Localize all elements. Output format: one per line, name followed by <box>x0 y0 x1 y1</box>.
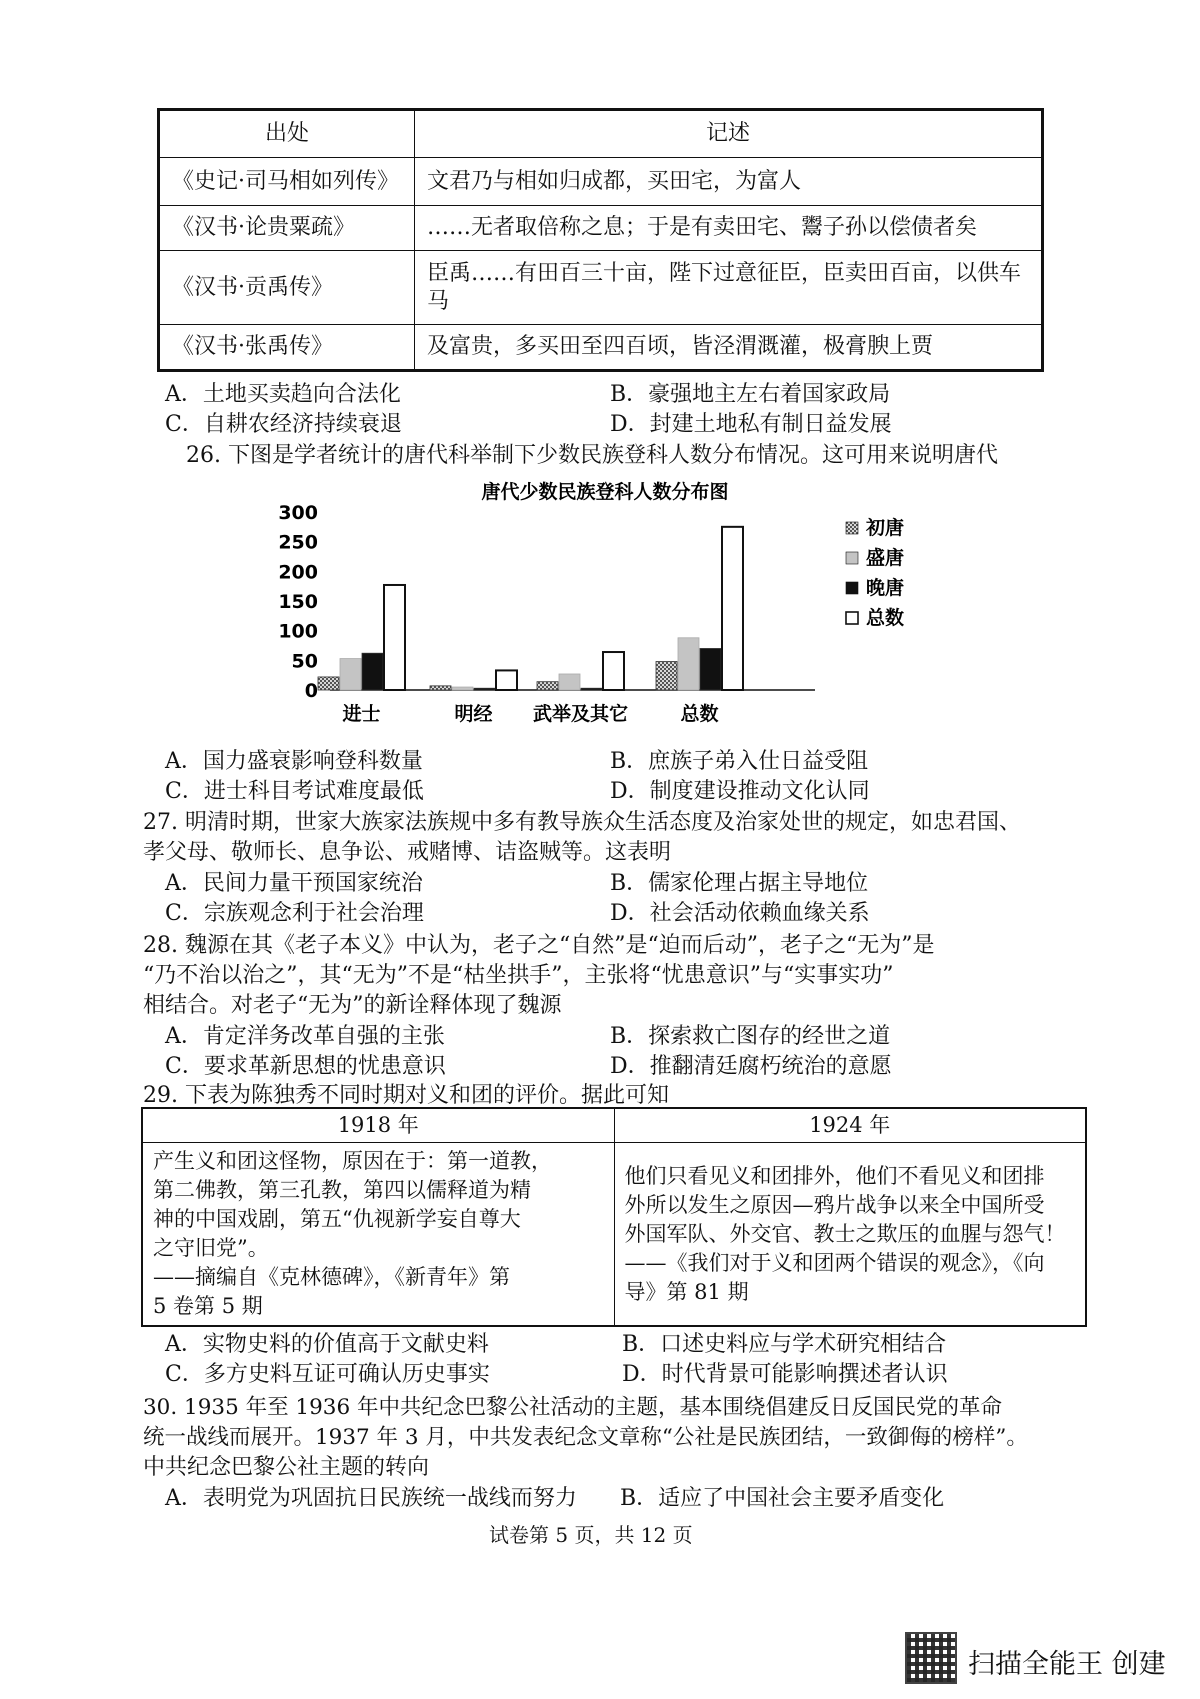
bar <box>340 659 361 690</box>
question-26-stem: 26. 下图是学者统计的唐代科举制下少数民族登科人数分布情况。这可用来说明唐代 <box>186 443 998 468</box>
option-b: B．儒家伦理占据主导地位 <box>610 871 869 896</box>
bar <box>362 653 383 690</box>
source-table <box>157 108 1044 372</box>
bar <box>318 677 339 690</box>
option-a: A．实物史料的价值高于文献史料 <box>165 1332 489 1357</box>
legend-swatch <box>846 552 858 564</box>
option-c: C．进士科目考试难度最低 <box>165 779 424 804</box>
option-a: A．表明党为巩固抗日民族统一战线而努力 <box>165 1486 577 1511</box>
question-30-line: 30. 1935 年至 1936 年中共纪念巴黎公社活动的主题，基本围绕倡建反日反国民党的革命 <box>143 1395 1002 1420</box>
question-28-line: 相结合。对老子“无为”的新诠释体现了魏源 <box>143 993 562 1018</box>
table-cell: ……无者取倍称之息；于是有卖田宅、鬻子孙以偿债者矣 <box>415 206 1043 251</box>
scanner-watermark: 扫描全能王 创建 <box>968 1649 1166 1680</box>
table-header: 记述 <box>415 110 1043 158</box>
comparison-table <box>141 1107 1087 1327</box>
option-a: A．肯定洋务改革自强的主张 <box>165 1024 445 1049</box>
bar <box>474 688 495 690</box>
bar <box>722 527 743 690</box>
qr-code-icon <box>905 1632 957 1684</box>
cell-line: 产生义和团这怪物，原因在于：第一道教， <box>153 1149 552 1173</box>
y-tick-label: 100 <box>278 620 318 643</box>
question-27-line: 孝父母、敬师长、息争讼、戒赌博、诘盗贼等。这表明 <box>143 840 672 865</box>
legend-label: 晚唐 <box>866 577 905 599</box>
option-b: B．口述史料应与学术研究相结合 <box>622 1332 947 1357</box>
legend-label: 总数 <box>866 607 905 629</box>
table-cell: 《汉书·张禹传》 <box>159 325 415 371</box>
option-d: D．封建土地私有制日益发展 <box>610 412 892 437</box>
option-b: B．适应了中国社会主要矛盾变化 <box>620 1486 945 1511</box>
page-footer: 试卷第 5 页，共 12 页 <box>489 1523 693 1547</box>
legend-swatch <box>846 612 858 624</box>
option-d: D．推翻清廷腐朽统治的意愿 <box>610 1054 892 1079</box>
table-cell: 臣禹……有田百三十亩，陛下过意征臣，臣卖田百亩，以供车马 <box>415 251 1043 325</box>
legend-label: 盛唐 <box>866 547 905 569</box>
option-c: C．要求革新思想的忧患意识 <box>165 1054 446 1079</box>
question-29-stem: 29. 下表为陈独秀不同时期对义和团的评价。据此可知 <box>143 1083 669 1108</box>
chart-title: 唐代少数民族登科人数分布图 <box>481 481 729 503</box>
table-header: 1918 年 <box>142 1108 614 1143</box>
table-cell <box>142 1143 614 1327</box>
y-tick-label: 250 <box>278 531 318 554</box>
x-tick-label: 总数 <box>680 703 719 725</box>
bar <box>452 687 473 690</box>
option-a: A．土地买卖趋向合法化 <box>165 382 401 407</box>
table-header: 出处 <box>159 110 415 158</box>
cell-line: 外国军队、外交官、教士之欺压的血腥与怨气！ <box>624 1221 1066 1246</box>
question-28-line: “乃不治以治之”，其“无为”不是“枯坐拱手”，主张将“忧患意识”与“实事实功” <box>143 963 894 988</box>
bar <box>559 674 580 690</box>
option-c: C．多方史料互证可确认历史事实 <box>165 1362 490 1387</box>
question-27-line: 27. 明清时期，世家大族家法族规中多有教导族众生活态度及治家处世的规定，如忠君国、 <box>143 810 1021 835</box>
x-tick-label: 明经 <box>454 703 493 725</box>
cell-line: ——摘编自《克林德碑》，《新青年》第 <box>153 1265 510 1289</box>
bar <box>537 682 558 690</box>
x-tick-label: 武举及其它 <box>532 703 629 725</box>
table-cell: 及富贵，多买田至四百顷，皆泾渭溉灌，极膏腴上贾 <box>415 325 1043 371</box>
bar <box>603 652 624 690</box>
table-cell: 《史记·司马相如列传》 <box>159 158 415 206</box>
option-d: D．时代背景可能影响撰述者认识 <box>622 1362 948 1387</box>
bar <box>656 662 677 690</box>
cell-line: 外所以发生之原因—鸦片战争以来全中国所受 <box>624 1192 1045 1217</box>
option-b: B．探索救亡图存的经世之道 <box>610 1024 891 1049</box>
legend-swatch <box>846 522 858 534</box>
option-c: C．宗族观念利于社会治理 <box>165 901 424 926</box>
y-tick-label: 300 <box>278 502 318 524</box>
cell-line: 导》第 81 期 <box>624 1279 749 1304</box>
bar <box>581 688 602 690</box>
y-tick-label: 50 <box>291 650 318 673</box>
bar <box>384 585 405 690</box>
bar <box>430 686 451 690</box>
table-cell: 《汉书·论贵粟疏》 <box>159 206 415 251</box>
bar <box>700 648 721 690</box>
bar-chart <box>260 476 950 731</box>
y-tick-label: 200 <box>278 561 318 584</box>
bar <box>678 638 699 690</box>
option-b: B．豪强地主左右着国家政局 <box>610 382 891 407</box>
cell-line: 神的中国戏剧，第五“仇视新学妄自尊大 <box>153 1207 521 1231</box>
option-c: C．自耕农经济持续衰退 <box>165 412 402 437</box>
option-a: A．民间力量干预国家统治 <box>165 871 423 896</box>
option-a: A．国力盛衰影响登科数量 <box>165 749 423 774</box>
legend-swatch <box>846 582 858 594</box>
question-30-line: 统一战线而展开。1937 年 3 月，中共发表纪念文章称“公社是民族团结，一致御侮的榜样”。 <box>143 1425 1028 1450</box>
question-28-line: 28. 魏源在其《老子本义》中认为，老子之“自然”是“迫而后动”，老子之“无为”是 <box>143 933 935 958</box>
cell-line: ——《我们对于义和团两个错误的观念》，《向 <box>624 1250 1045 1275</box>
x-tick-label: 进士 <box>342 703 381 725</box>
cell-line: 第二佛教，第三孔教，第四以儒释道为精 <box>153 1178 531 1202</box>
y-tick-label: 150 <box>278 591 318 613</box>
table-cell: 《汉书·贡禹传》 <box>159 251 415 325</box>
cell-line: 5 卷第 5 期 <box>153 1294 263 1318</box>
table-cell <box>614 1143 1086 1327</box>
cell-line: 之守旧党”。 <box>153 1236 269 1260</box>
option-b: B．庶族子弟入仕日益受阻 <box>610 749 869 774</box>
table-cell: 文君乃与相如归成都，买田宅，为富人 <box>415 158 1043 206</box>
option-d: D．制度建设推动文化认同 <box>610 779 870 804</box>
table-header: 1924 年 <box>614 1108 1086 1143</box>
option-d: D．社会活动依赖血缘关系 <box>610 901 870 926</box>
legend-label: 初唐 <box>866 517 905 539</box>
bar <box>496 670 517 690</box>
y-tick-label: 0 <box>304 680 318 702</box>
question-30-line: 中共纪念巴黎公社主题的转向 <box>143 1455 430 1480</box>
cell-line: 他们只看见义和团排外，他们不看见义和团排 <box>624 1163 1045 1188</box>
